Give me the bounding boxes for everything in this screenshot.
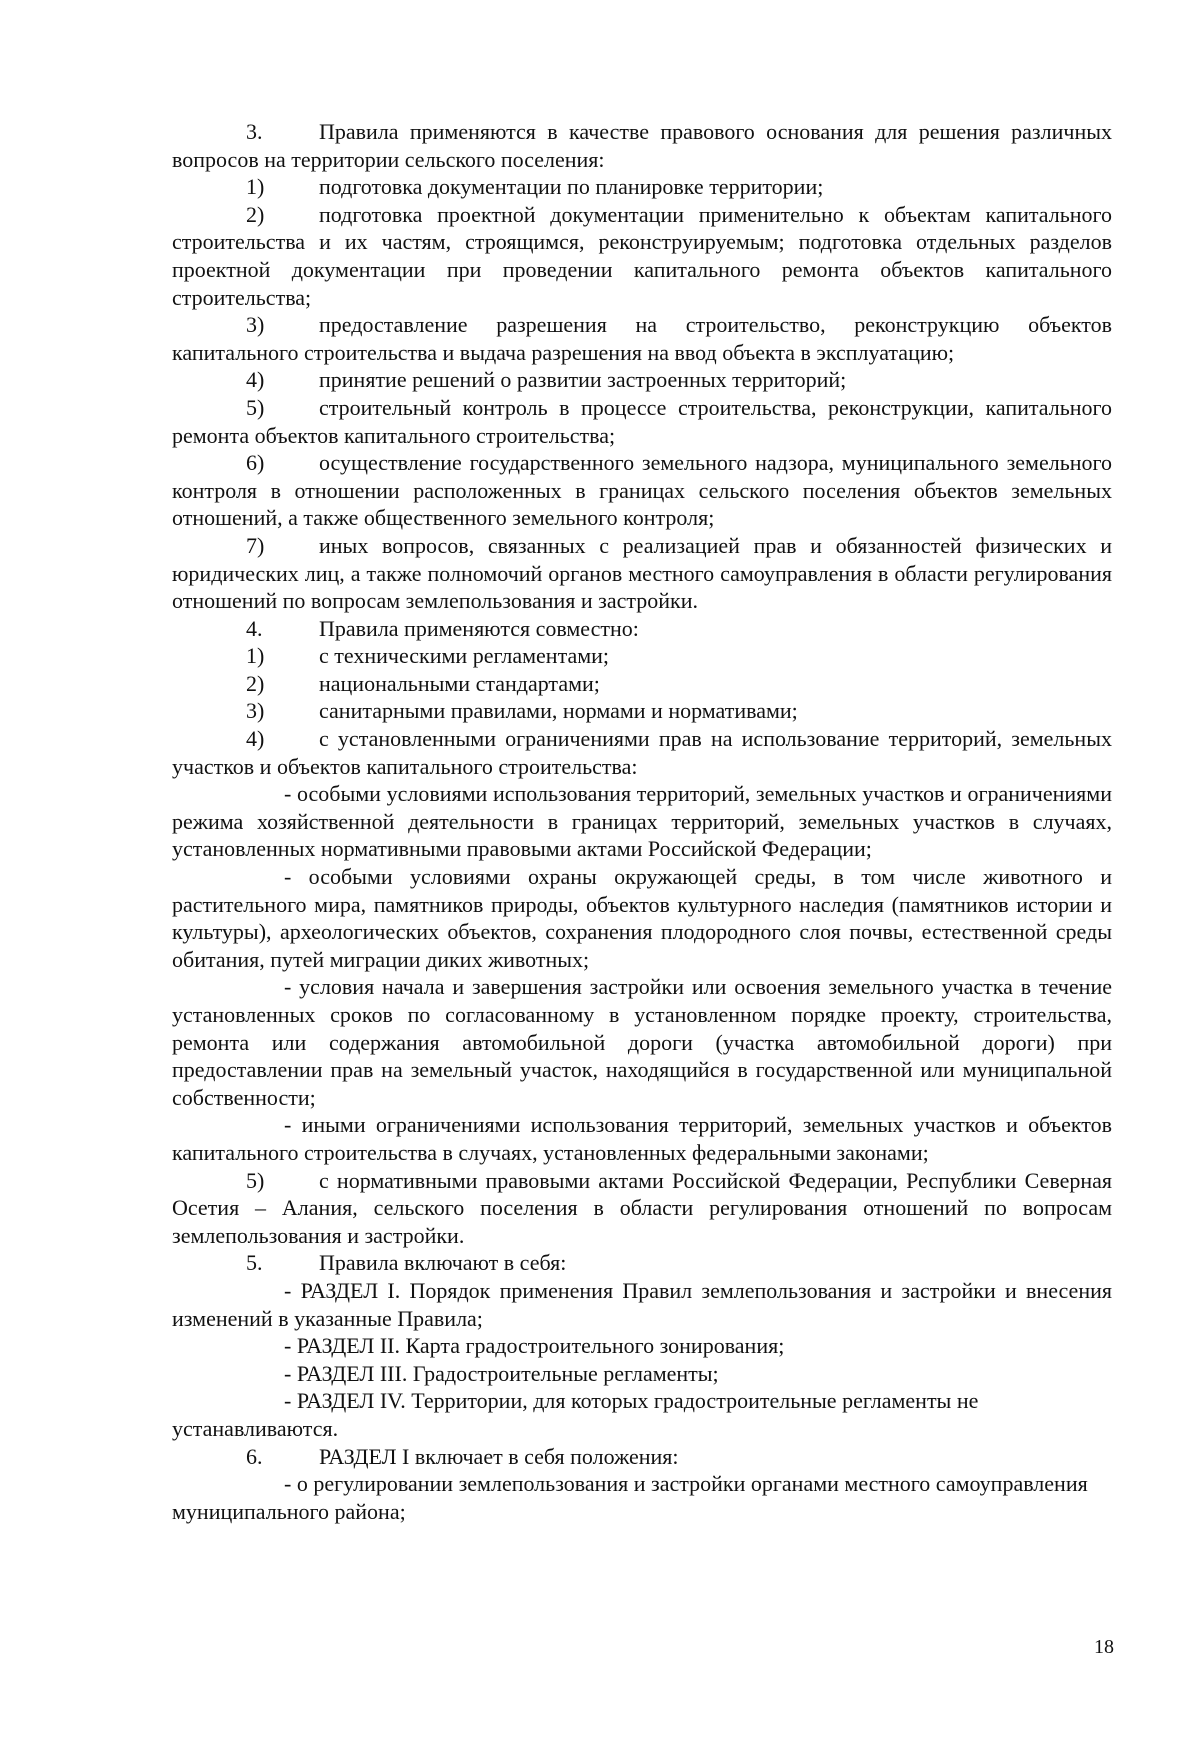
- list-item: [172, 311, 1112, 366]
- paragraph-text: Правила применяются в качестве правового основания для решения различных вопросов на территории сельского поселения:: [172, 119, 1112, 172]
- page-number: 18: [1094, 1636, 1114, 1658]
- item-text: иных вопросов, связанных с реализацией прав и обязанностей физических и юридических лиц, а также полномочий органов местного самоуправления в области регулирования отношений по вопросам землепользования и застройки.: [172, 532, 1112, 614]
- list-item: [172, 173, 1112, 201]
- paragraph-text: РАЗДЕЛ I включает в себя положения:: [319, 1443, 679, 1469]
- item-text: с установленными ограничениями прав на использование территорий, земельных участков и объектов капитального строительства:: [172, 726, 1112, 779]
- item-number: 4): [246, 367, 265, 393]
- list-item: [172, 697, 1112, 725]
- item-text: принятие решений о развитии застроенных территорий;: [319, 367, 847, 393]
- item-number: 3): [246, 312, 265, 338]
- dash-item: - условия начала и завершения застройки или освоения земельного участка в течение установленных сроков по согласованному в установленном порядке проекту, строительства, ремонта или содержания автомобильной дороги (участка автомобильной дороги) при предоставлении прав на земельный участок, находящийся в государственной или муниципальной собственности;: [172, 974, 1112, 1110]
- item-number: 2): [246, 670, 265, 696]
- dash-item: - о регулировании землепользования и застройки органами местного самоуправления муниципального района;: [172, 1471, 1088, 1524]
- list-item: [172, 725, 1112, 780]
- list-item: [172, 201, 1112, 311]
- item-number: 3.: [246, 119, 263, 144]
- list-item: [172, 366, 1112, 394]
- item-text: подготовка документации по планировке территории;: [319, 174, 824, 200]
- paragraph-6: [172, 1443, 1112, 1471]
- dash-item: - РАЗДЕЛ II. Карта градостроительного зонирования;: [284, 1333, 785, 1359]
- paragraph-text: Правила применяются совместно:: [319, 615, 639, 641]
- dash-item: - РАЗДЕЛ III. Градостроительные регламенты;: [284, 1360, 719, 1386]
- list-item: [172, 642, 1112, 670]
- dash-item: - иными ограничениями использования территорий, земельных участков и объектов капитального строительства в случаях, установленных федеральными законами;: [172, 1112, 1112, 1165]
- paragraph-4: [172, 615, 1112, 643]
- item-number: 5): [246, 394, 265, 420]
- dash-item: - особыми условиями охраны окружающей среды, в том числе животного и растительного мира, памятников природы, объектов культурного наследия (памятников истории и культуры), археологических объектов, сохранения плодородного слоя почвы, естественной среды обитания, путей миграции диких животных;: [172, 864, 1112, 972]
- list-item: [172, 449, 1112, 532]
- item-number: 4.: [246, 615, 263, 641]
- item-number: 4): [246, 726, 265, 752]
- item-number: 3): [246, 698, 265, 724]
- item-number: 5.: [246, 1250, 263, 1276]
- list-item: [172, 394, 1112, 449]
- item-number: 2): [246, 201, 265, 227]
- paragraph-5: [172, 1249, 1112, 1277]
- list-item: [172, 1167, 1112, 1250]
- dash-item: - особыми условиями использования территорий, земельных участков и ограничениями режима хозяйственной деятельности в границах территорий, земельных участков в случаях, установленных нормативными правовыми актами Российской Федерации;: [172, 781, 1112, 862]
- item-text: с техническими регламентами;: [319, 643, 610, 669]
- paragraph-3: [172, 118, 1112, 173]
- dash-item: - РАЗДЕЛ IV. Территории, для которых градостроительные регламенты не устанавливаются.: [172, 1388, 979, 1441]
- paragraph-text: Правила включают в себя:: [319, 1250, 567, 1276]
- item-text: строительный контроль в процессе строительства, реконструкции, капитального ремонта объектов капитального строительства;: [172, 394, 1112, 448]
- item-text: национальными стандартами;: [319, 670, 600, 696]
- item-number: 7): [246, 532, 265, 558]
- list-item: [172, 532, 1112, 615]
- item-number: 6): [246, 450, 265, 476]
- item-number: 1): [246, 174, 265, 200]
- item-text: предоставление разрешения на строительство, реконструкцию объектов капитального строительства и выдача разрешения на ввод объекта в эксплуатацию;: [172, 312, 1112, 365]
- dash-item: - РАЗДЕЛ I. Порядок применения Правил землепользования и застройки и внесения изменений в указанные Правила;: [172, 1277, 1112, 1331]
- item-text: подготовка проектной документации применительно к объектам капитального строительства и их частям, строящимся, реконструируемым; подготовка отдельных разделов проектной документации при проведении капитального ремонта объектов капитального строительства;: [172, 201, 1112, 310]
- item-number: 5): [246, 1167, 265, 1193]
- document-page: [172, 118, 1112, 1525]
- item-number: 1): [246, 643, 265, 669]
- item-text: осуществление государственного земельного надзора, муниципального земельного контроля в отношении расположенных в границах сельского поселения объектов земельных отношений, а также общественного земельного контроля;: [172, 450, 1112, 531]
- item-text: с нормативными правовыми актами Российской Федерации, Республики Северная Осетия – Алания, сельского поселения в области регулирования отношений по вопросам землепользования и застройки.: [172, 1167, 1112, 1248]
- item-text: санитарными правилами, нормами и нормативами;: [319, 698, 798, 724]
- item-number: 6.: [246, 1443, 263, 1469]
- list-item: [172, 670, 1112, 698]
